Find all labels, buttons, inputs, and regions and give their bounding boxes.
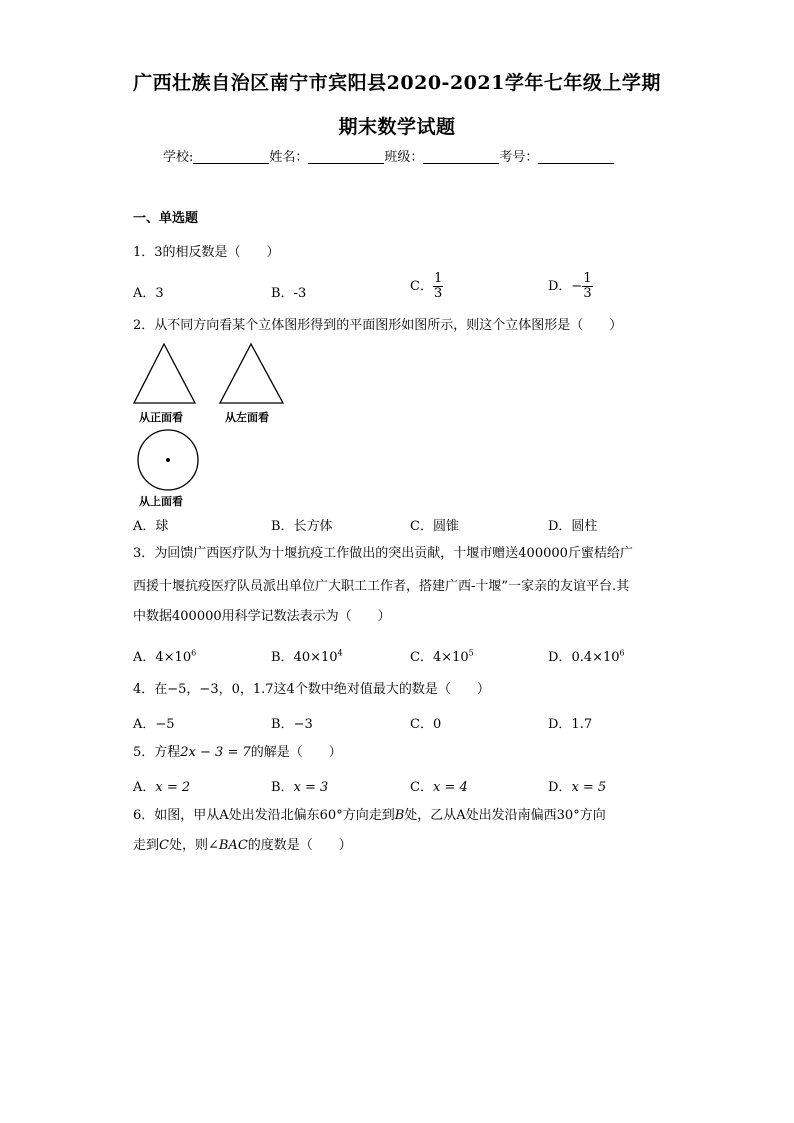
option-prefix: B．	[271, 650, 294, 665]
front-view-triangle-icon	[134, 344, 195, 403]
class-blank[interactable]	[423, 149, 499, 164]
q1-option-b[interactable]: B．-3	[271, 286, 307, 301]
option-math: x = 4	[432, 780, 468, 795]
option-prefix: C．	[410, 780, 433, 795]
exam-no-blank[interactable]	[538, 149, 614, 164]
q5-stem-suffix: 的解是（ ）	[250, 745, 342, 760]
option-exponent: 6	[191, 648, 197, 658]
q5-option-b[interactable]	[271, 776, 328, 795]
q6-text: 的度数是（ ）	[247, 838, 352, 853]
q2-top-view	[135, 428, 201, 494]
q6-text: 处，则∠	[168, 838, 219, 853]
option-math: 0.4×10	[571, 650, 620, 665]
q4-option-b[interactable]: B．−3	[271, 717, 313, 732]
q6-text: 走到	[133, 838, 160, 853]
name-label: 姓名：	[269, 150, 309, 165]
fraction-denominator: 3	[583, 286, 592, 301]
q1-option-a[interactable]: A．3	[133, 286, 164, 301]
q5-stem-prefix: 5．方程	[133, 745, 181, 760]
q5-equation: 2x − 3 = 7	[180, 745, 251, 760]
option-math: 4×10	[432, 650, 469, 665]
option-math: 40×10	[293, 650, 338, 665]
q2-option-a[interactable]: A．球	[133, 519, 169, 534]
left-view-triangle-icon	[220, 344, 283, 403]
q1-option-c-fraction	[433, 272, 443, 301]
school-label: 学校:	[163, 150, 194, 165]
q3-option-d[interactable]	[548, 646, 625, 665]
fraction-numerator: 1	[433, 271, 443, 286]
q5-option-a[interactable]	[133, 776, 190, 795]
q4-option-d[interactable]: D．1.7	[548, 717, 593, 732]
option-math: x = 2	[155, 780, 191, 795]
q6-point-c: C	[159, 838, 169, 853]
q1-option-d[interactable]	[548, 272, 593, 301]
class-label: 班级：	[384, 150, 424, 165]
q4-stem: 4．在−5，−3，0，1.7这4个数中绝对值最大的数是（ ）	[133, 682, 490, 697]
q1-option-d-fraction	[582, 272, 592, 301]
q2-option-d[interactable]: D．圆柱	[548, 519, 598, 534]
q3-option-c[interactable]	[410, 646, 474, 665]
q2-stem: 2．从不同方向看某个立体图形得到的平面图形如图所示，则这个立体图形是（ ）	[133, 318, 623, 333]
title-line-1: 广西壮族自治区南宁市宾阳县2020-2021学年七年级上学期	[133, 72, 661, 94]
option-prefix: B．	[271, 780, 294, 795]
name-blank[interactable]	[308, 149, 384, 164]
fraction-denominator: 3	[433, 286, 443, 301]
q6-line-2	[133, 837, 352, 855]
option-prefix: C．	[410, 650, 433, 665]
q6-text: 处，乙从A处出发沿南偏西30°方向	[404, 808, 606, 823]
option-prefix: D．	[548, 780, 572, 795]
section-heading: 一、单选题	[133, 211, 199, 226]
exam-no-label: 考号：	[499, 150, 539, 165]
q3-line-2: 西援十堰抗疫医疗队员派出单位广大职工工作者，搭建广西-十堰”一家亲的友谊平台.其	[133, 579, 630, 594]
student-info-line	[163, 146, 614, 165]
q2-option-b[interactable]: B．长方体	[271, 519, 333, 534]
q6-point-b: B	[394, 808, 405, 823]
title-line-2: 期末数学试题	[338, 116, 456, 138]
center-dot-icon	[166, 458, 170, 462]
q5-option-d[interactable]	[548, 776, 606, 795]
q6-line-1	[133, 807, 606, 825]
fraction-numerator: 1	[583, 271, 592, 286]
q1-option-c[interactable]	[410, 272, 443, 301]
q2-option-c[interactable]: C．圆锥	[410, 519, 459, 534]
q1-stem: 1．3的相反数是（ ）	[133, 245, 280, 260]
q6-angle-name: BAC	[218, 838, 248, 853]
school-blank[interactable]	[193, 149, 269, 164]
q4-option-c[interactable]: C．0	[410, 717, 442, 732]
option-prefix: A．	[133, 780, 156, 795]
option-math: x = 3	[293, 780, 329, 795]
q2-front-view-label: 从正面看	[139, 411, 183, 424]
q1-option-c-prefix: C．	[410, 279, 433, 294]
q5-option-c[interactable]	[410, 776, 468, 795]
q4-option-a[interactable]: A．−5	[133, 717, 175, 732]
q2-left-view-label: 从左面看	[225, 411, 269, 424]
q3-line-3: 中数据400000用科学记数法表示为（ ）	[133, 609, 391, 624]
q5-stem	[133, 744, 342, 762]
q3-line-1: 3．为回馈广西医疗队为十堰抗疫工作做出的突出贡献，十堰市赠送400000斤蜜桔给广	[133, 546, 633, 561]
q2-triangle-views	[133, 340, 293, 415]
option-exponent: 6	[619, 648, 625, 658]
q6-text: 6．如图，甲从A处出发沿北偏东60°方向走到	[133, 808, 395, 823]
q3-option-b[interactable]	[271, 646, 343, 665]
option-exponent: 4	[337, 648, 343, 658]
option-prefix: D．	[548, 650, 572, 665]
q1-option-d-prefix: D．−	[548, 279, 583, 294]
option-exponent: 5	[468, 648, 474, 658]
q2-top-view-label: 从上面看	[139, 495, 183, 508]
option-math: x = 5	[571, 780, 607, 795]
option-math: 4×10	[155, 650, 192, 665]
q3-option-a[interactable]	[133, 646, 196, 665]
option-prefix: A．	[133, 650, 156, 665]
